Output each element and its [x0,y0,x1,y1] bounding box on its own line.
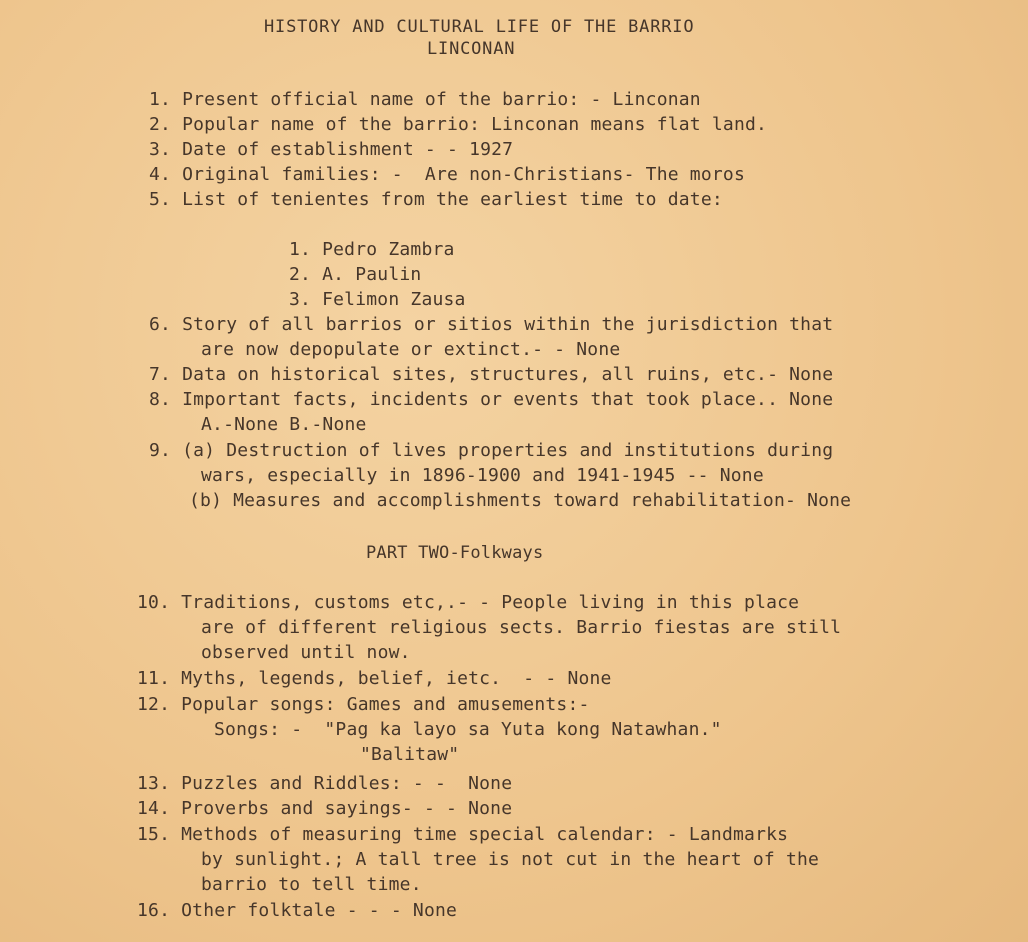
list-item: 4. Original families: - Are non-Christians- The moros [149,164,745,185]
page-subtitle: LINCONAN [427,39,516,59]
list-item: 15. Methods of measuring time special calendar: - Landmarks [137,824,789,845]
list-item-continuation: are of different religious sects. Barrio fiestas are still [201,617,842,638]
list-item: 10. Traditions, customs etc,.- - People living in this place [137,592,800,613]
list-item: 5. List of tenientes from the earliest time to date: [149,189,723,210]
list-item: 8. Important facts, incidents or events that took place.. None [149,389,834,410]
list-item: 9. (a) Destruction of lives properties and institutions during [149,440,834,461]
list-item: 11. Myths, legends, belief, ietc. - - None [137,668,612,689]
page-title: HISTORY AND CULTURAL LIFE OF THE BARRIO [264,17,695,37]
list-item: 1. Present official name of the barrio: - Linconan [149,89,701,110]
list-item: 2. Popular name of the barrio: Linconan means flat land. [149,114,768,135]
list-item: 14. Proverbs and sayings- - - None [137,798,513,819]
list-item-continuation: A.-None B.-None [201,414,367,435]
list-item: 7. Data on historical sites, structures, all ruins, etc.- None [149,364,834,385]
teniente-item: 3. Felimon Zausa [289,289,466,310]
list-item: 16. Other folktale - - - None [137,900,458,921]
section-heading: PART TWO-Folkways [366,543,544,563]
list-item-continuation: observed until now. [201,642,411,663]
list-item-continuation: (b) Measures and accomplishments toward rehabilitation- None [189,490,852,511]
list-item: 13. Puzzles and Riddles: - - None [137,773,513,794]
teniente-item: 2. A. Paulin [289,264,422,285]
list-item-continuation: are now depopulate or extinct.- - None [201,339,621,360]
list-item-continuation: by sunlight.; A tall tree is not cut in the heart of the [201,849,820,870]
teniente-item: 1. Pedro Zambra [289,239,455,260]
list-item-continuation: Songs: - "Pag ka layo sa Yuta kong Natawhan." [214,719,722,740]
list-item: 3. Date of establishment - - 1927 [149,139,514,160]
list-item-continuation: wars, especially in 1896-1900 and 1941-1945 -- None [201,465,764,486]
list-item-continuation: "Balitaw" [360,744,460,765]
list-item-continuation: barrio to tell time. [201,874,422,895]
list-item: 12. Popular songs: Games and amusements:- [137,694,590,715]
list-item: 6. Story of all barrios or sitios within the jurisdiction that [149,314,834,335]
